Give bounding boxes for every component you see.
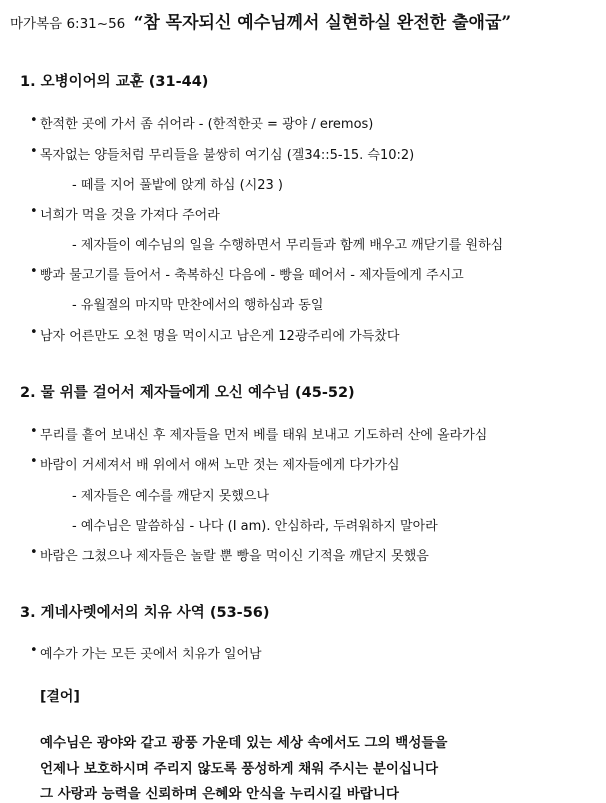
scripture-reference: 마가복음 6:31~56 xyxy=(10,16,126,32)
list-item: • 빵과 물고기를 들어서 - 축복하신 다음에 - 빵을 떼어서 - 제자들에게 주시고 xyxy=(40,264,464,283)
conclusion-line: 그 사랑과 능력을 신뢰하며 은혜와 안식을 누리시길 바랍니다 xyxy=(40,786,399,802)
conclusion-label: [결어] xyxy=(40,689,80,705)
section-heading-2: 2. 물 위를 걸어서 제자들에게 오신 예수님 (45-52) xyxy=(20,385,355,401)
list-item: • 예수가 가는 모든 곳에서 치유가 일어남 xyxy=(40,643,262,662)
list-item: • 바람이 거세져서 배 위에서 애써 노만 젓는 제자들에게 다가가심 xyxy=(40,454,400,473)
list-item: • 바람은 그쳤으나 제자들은 놀랄 뿐 빵을 먹이신 기적을 깨닫지 못했음 xyxy=(40,545,429,564)
list-item: • 무리를 흩어 보내신 후 제자들을 먼저 베를 태워 보내고 기도하러 산에 올라가심 xyxy=(40,424,487,443)
conclusion-line: 언제나 보호하시며 주리지 않도록 풍성하게 채워 주시는 분이십니다 xyxy=(40,761,439,777)
sub-item: - 유월절의 마지막 만찬에서의 행하심과 동일 xyxy=(72,298,324,313)
sub-item: - 제자들이 예수님의 일을 수행하면서 무리들과 함께 배우고 깨닫기를 원하심 xyxy=(72,238,504,253)
list-item: • 한적한 곳에 가서 좀 쉬어라 - (한적한곳 = 광야 / eremos) xyxy=(40,113,373,132)
sub-item: - 제자들은 예수를 깨닫지 못했으나 xyxy=(72,489,270,504)
section-heading-3: 3. 게네사렛에서의 치유 사역 (53-56) xyxy=(20,605,270,621)
conclusion-line: 예수님은 광야와 같고 광풍 가운데 있는 세상 속에서도 그의 백성들을 xyxy=(40,735,448,751)
page-title xyxy=(10,8,511,33)
sermon-title: “참 목자되신 예수님께서 실현하실 완전한 출애굽” xyxy=(133,13,512,33)
sub-item: - 예수님은 말씀하심 - 나다 (I am). 안심하라, 두려워하지 말아라 xyxy=(72,519,438,534)
list-item: • 너희가 먹을 것을 가져다 주어라 xyxy=(40,204,220,223)
list-item: • 목자없는 양들처럼 무리들을 불쌍히 여기심 (겔34::5-15. 슥10:2) xyxy=(40,144,414,163)
sub-item: - 떼를 지어 풀밭에 앉게 하심 (시23 ) xyxy=(72,178,283,193)
section-heading-1: 1. 오병이어의 교훈 (31-44) xyxy=(20,74,209,90)
list-item: • 남자 어른만도 오천 명을 먹이시고 남은게 12광주리에 가득찼다 xyxy=(40,325,399,344)
